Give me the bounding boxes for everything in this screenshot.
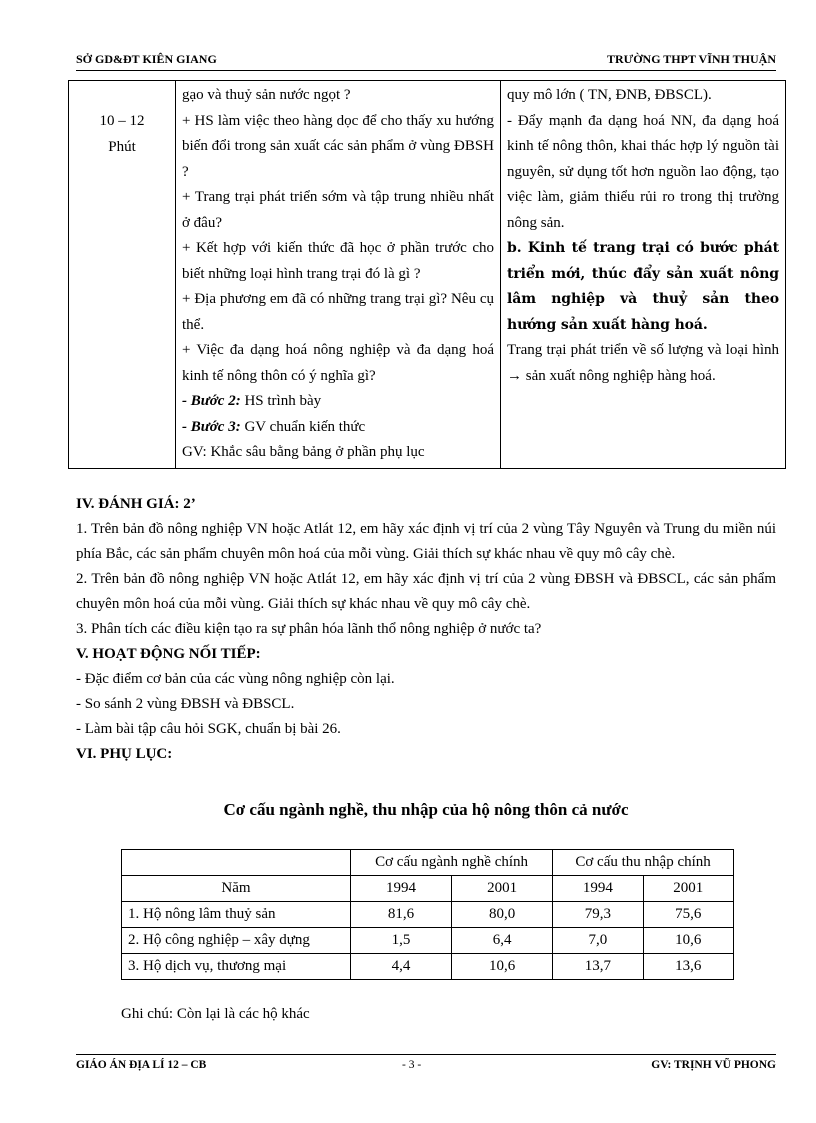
value-cell: 10,6 [452, 954, 553, 980]
year-cell: 1994 [351, 876, 452, 902]
header-school-name: TRƯỜNG THPT VĨNH THUẬN [606, 52, 776, 66]
value-cell: 13,6 [643, 954, 733, 980]
evaluation-item: 3. Phân tích các điều kiện tạo ra sự phân hóa lãnh thổ nông nghiệp ở nước ta? [76, 621, 542, 637]
time-unit: Phút [108, 138, 136, 155]
activity-line: + Kết hợp với kiến thức đã học ở phần trước cho biết những loại hình trang trại đó là gì ? [182, 240, 494, 282]
step-3-text: GV chuẩn kiến thức [240, 418, 366, 435]
row-label: 3. Hộ dịch vụ, thương mại [122, 954, 351, 980]
footer-course: GIÁO ÁN ĐỊA LÍ 12 – CB [76, 1059, 207, 1071]
table-row [122, 928, 734, 954]
value-cell: 10,6 [643, 928, 733, 954]
followup-item: - Làm bài tập câu hỏi SGK, chuẩn bị bài 26. [76, 721, 341, 737]
appendix-note: Ghi chú: Còn lại là các hộ khác [121, 1006, 310, 1022]
page-number: - 3 - [402, 1059, 422, 1071]
content-line: - Đẩy mạnh đa dạng hoá NN, đa dạng hoá kinh tế nông thôn, khai thác hợp lý nguồn tài nguyên, sử dụng tốt hơn nguồn lao động, tạo việc làm, giảm thiểu rủi ro trong thị trường nông sản. [507, 112, 779, 231]
page-footer [76, 1054, 776, 1075]
followup-item: - So sánh 2 vùng ĐBSH và ĐBSCL. [76, 696, 295, 712]
activity-cell [176, 81, 501, 469]
activity-line: + Địa phương em đã có những trang trại gì? Nêu cụ thể. [182, 291, 494, 333]
row-label: 1. Hộ nông lâm thuỷ sản [122, 902, 351, 928]
empty-header-cell [122, 850, 351, 876]
content-line: quy mô lớn ( TN, ĐNB, ĐBSCL). [507, 87, 712, 103]
step-3-label: - Bước 3: [182, 418, 241, 435]
activity-line: gạo và thuỷ sản nước ngọt ? [182, 87, 351, 103]
lesson-table [68, 80, 786, 469]
section-4-heading: IV. ĐÁNH GIÁ: 2’ [76, 496, 196, 512]
content-last-b: sản xuất nông nghiệp hàng hoá. [522, 367, 716, 384]
content-cell [501, 81, 786, 469]
content-bold-heading: b. Kinh tế trang trại có bước phát triển mới, thúc đẩy sản xuất nông lâm nghiệp và thuỷ sản theo hướng sản xuất hàng hoá. [507, 240, 779, 333]
footer-teacher: GV: TRỊNH VŨ PHONG [651, 1059, 776, 1071]
page-header [76, 50, 776, 71]
row-label: 2. Hộ công nghiệp – xây dựng [122, 928, 351, 954]
value-cell: 79,3 [553, 902, 643, 928]
table-row [122, 954, 734, 980]
group-header: Cơ cấu thu nhập chính [553, 850, 734, 876]
content-line [507, 338, 779, 389]
followup-item: - Đặc điểm cơ bản của các vùng nông nghiệp còn lại. [76, 671, 395, 687]
table-row [69, 81, 786, 469]
content-last-a: Trang trại phát triển về số lượng và loại hình [507, 342, 779, 358]
evaluation-item: 1. Trên bản đồ nông nghiệp VN hoặc Atlát 12, em hãy xác định vị trí của 2 vùng Tây Nguyên và Trung du miền núi phía Bắc, các sản phẩm chuyên môn hoá của mỗi vùng. Giải thích sự khác nhau về quy mô cây chè. [76, 521, 776, 562]
step-2-label: - Bước 2: [182, 393, 241, 409]
activity-line: + Trang trại phát triển sớm và tập trung nhiều nhất ở đâu? [182, 189, 494, 231]
step-2-text: HS trình bày [240, 393, 322, 409]
header-school-department: SỞ GD&ĐT KIÊN GIANG [76, 52, 217, 66]
step-3 [182, 415, 494, 441]
time-cell [69, 81, 176, 469]
value-cell: 7,0 [553, 928, 643, 954]
evaluation-item: 2. Trên bản đồ nông nghiệp VN hoặc Atlát 12, em hãy xác định vị trí của 2 vùng ĐBSH và ĐBSCL, các sản phẩm chuyên môn hoá của mỗi vùng. Giải thích sự khác nhau về quy mô cây chè. [76, 571, 776, 612]
section-6-heading: VI. PHỤ LỤC: [76, 746, 173, 762]
value-cell: 1,5 [351, 928, 452, 954]
year-cell: 2001 [452, 876, 553, 902]
activity-line: + HS làm việc theo hàng dọc để cho thấy xu hướng biến đổi trong sản xuất các sản phẩm ở vùng ĐBSH ? [182, 112, 494, 180]
appendix-title: Cơ cấu ngành nghề, thu nhập của hộ nông thôn cả nước [223, 800, 629, 819]
value-cell: 81,6 [351, 902, 452, 928]
group-header: Cơ cấu ngành nghề chính [351, 850, 553, 876]
time-range: 10 – 12 [99, 113, 145, 129]
section-evaluation [76, 492, 776, 767]
value-cell: 75,6 [643, 902, 733, 928]
appendix-table [121, 849, 734, 980]
table-row [122, 850, 734, 876]
step-2 [182, 389, 494, 415]
section-5-heading: V. HOẠT ĐỘNG NỐI TIẾP: [76, 646, 261, 662]
year-label: Năm [122, 876, 351, 902]
year-cell: 1994 [553, 876, 643, 902]
value-cell: 80,0 [452, 902, 553, 928]
value-cell: 6,4 [452, 928, 553, 954]
arrow-icon: → [507, 367, 522, 384]
gv-note: GV: Khắc sâu bằng bảng ở phần phụ lục [182, 444, 425, 460]
value-cell: 13,7 [553, 954, 643, 980]
table-row [122, 902, 734, 928]
activity-line: + Việc đa dạng hoá nông nghiệp và đa dạng hoá kinh tế nông thôn có ý nghĩa gì? [182, 342, 494, 384]
table-row [122, 876, 734, 902]
year-cell: 2001 [643, 876, 733, 902]
value-cell: 4,4 [351, 954, 452, 980]
